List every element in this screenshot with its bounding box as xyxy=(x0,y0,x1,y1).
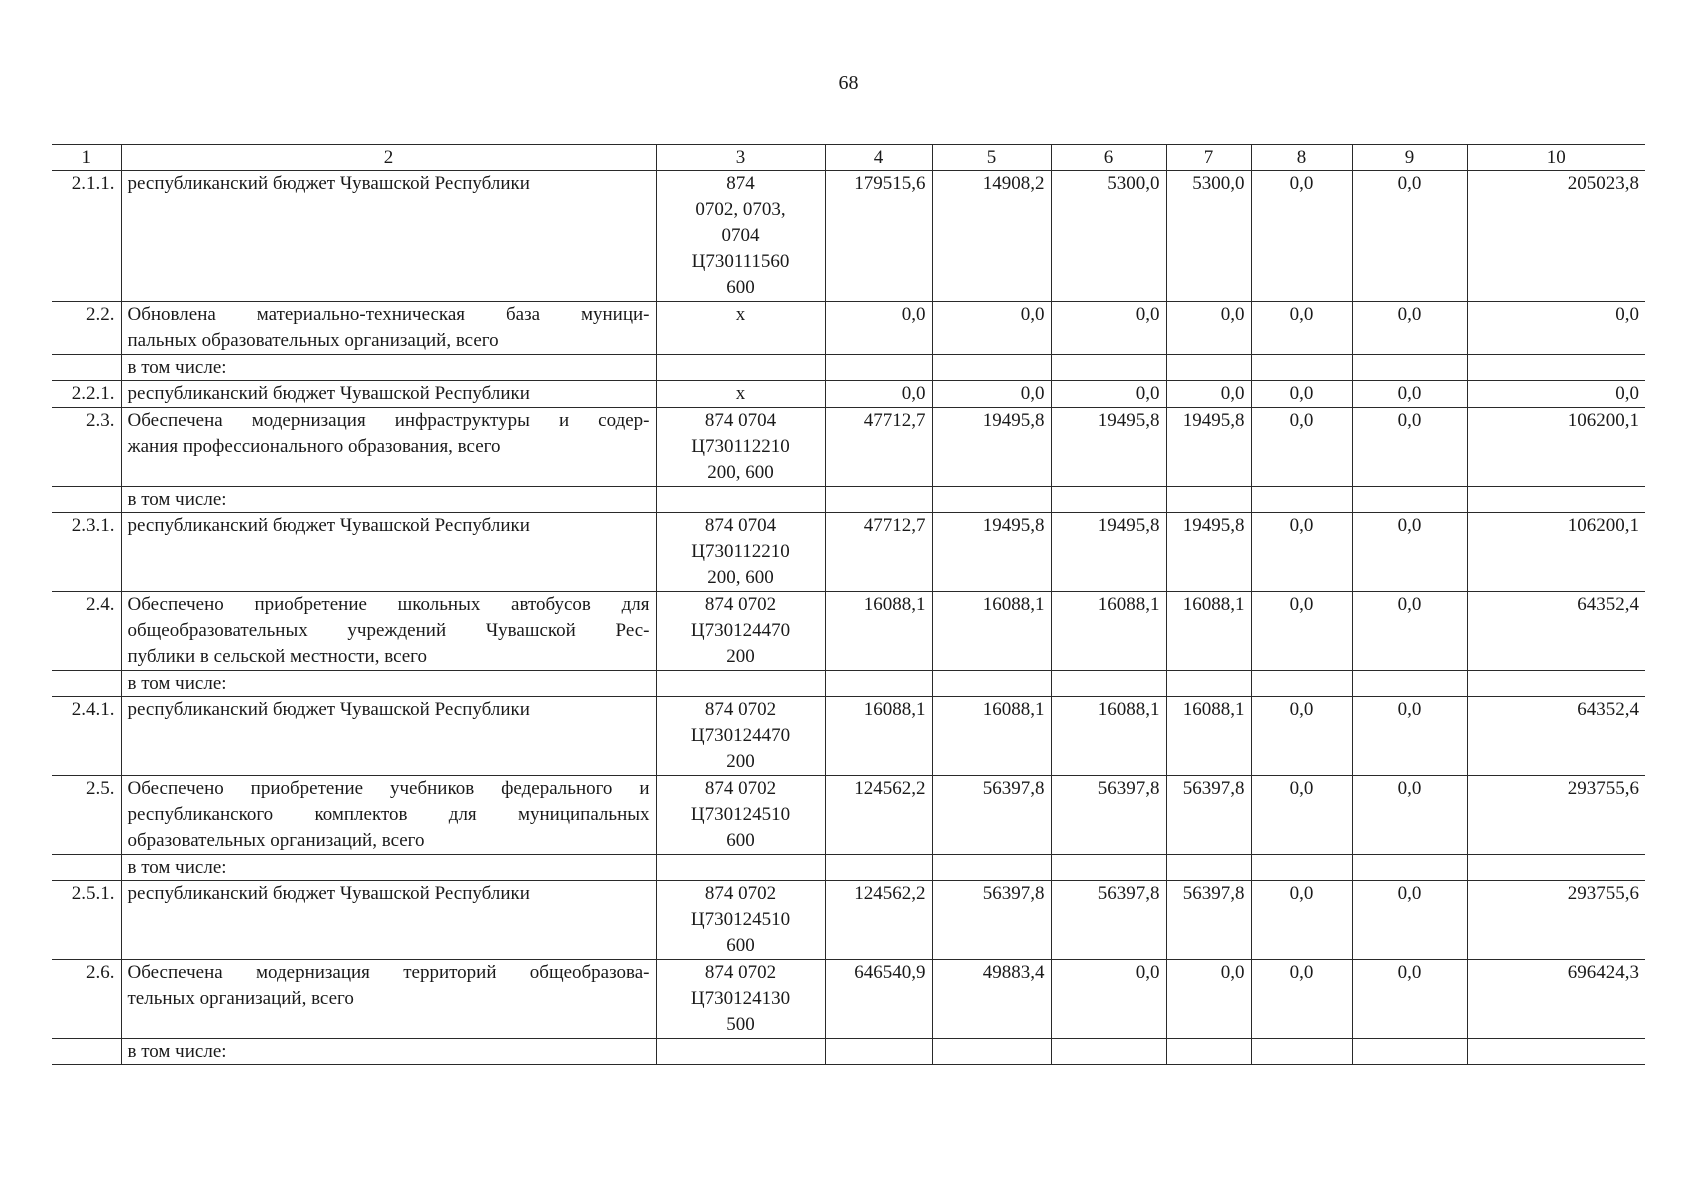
item-name-line: образовательных организаций, всего xyxy=(127,830,425,851)
column-header: 7 xyxy=(1166,145,1251,171)
amount-cell: 56397,8 xyxy=(932,881,1051,960)
budget-code-cell xyxy=(656,776,825,855)
row-number-cell: 2.2. xyxy=(52,302,121,355)
empty-cell xyxy=(1467,855,1645,881)
amount-cell: 0,0 xyxy=(1352,697,1467,776)
table-row xyxy=(52,697,1645,776)
budget-code-line: 874 0702 xyxy=(704,699,777,720)
amount-cell: 0,0 xyxy=(1352,381,1467,408)
amount-cell: 179515,6 xyxy=(825,171,932,302)
amount-cell: 16088,1 xyxy=(825,592,932,671)
subtotal-label-row xyxy=(52,355,1645,381)
empty-cell xyxy=(1467,487,1645,513)
amount-cell: 293755,6 xyxy=(1467,881,1645,960)
amount-cell: 47712,7 xyxy=(825,408,932,487)
budget-code-line: Ц730124510 xyxy=(690,909,791,930)
amount-cell: 19495,8 xyxy=(1166,408,1251,487)
empty-cell xyxy=(656,355,825,381)
empty-cell xyxy=(1166,855,1251,881)
empty-cell xyxy=(1051,855,1166,881)
amount-cell: 16088,1 xyxy=(932,697,1051,776)
amount-cell: 0,0 xyxy=(1352,960,1467,1039)
item-name-line: публики в сельской местности, всего xyxy=(127,646,427,667)
empty-cell xyxy=(1352,487,1467,513)
empty-cell xyxy=(825,855,932,881)
table-row xyxy=(52,513,1645,592)
item-name-line: тельных организаций, всего xyxy=(127,988,354,1009)
in-that-number-label: в том числе: xyxy=(121,855,656,881)
item-name-line: республиканского комплектов для муниципальных xyxy=(127,804,650,825)
amount-cell: 0,0 xyxy=(825,381,932,408)
amount-cell: 0,0 xyxy=(1251,302,1352,355)
column-header: 6 xyxy=(1051,145,1166,171)
budget-code-line: 200 xyxy=(726,751,755,772)
amount-cell: 19495,8 xyxy=(1166,513,1251,592)
budget-code-line: 874 0702 xyxy=(704,883,777,904)
budget-code-line: Ц730112210 xyxy=(691,541,790,562)
item-name-line: Обеспечена модернизация инфраструктуры и содер- xyxy=(127,410,650,431)
row-number-cell: 2.1.1. xyxy=(52,171,121,302)
row-number-cell xyxy=(52,1039,121,1065)
item-name-line: Обновлена материально-техническая база муници- xyxy=(127,304,650,325)
amount-cell: 19495,8 xyxy=(932,513,1051,592)
budget-code-line: х xyxy=(735,304,746,325)
column-header: 1 xyxy=(52,145,121,171)
budget-code-line: 0702, 0703, xyxy=(695,199,786,220)
empty-cell xyxy=(825,1039,932,1065)
table-body xyxy=(52,171,1645,1065)
budget-code-cell xyxy=(656,697,825,776)
table-row xyxy=(52,592,1645,671)
budget-code-line: Ц730124510 xyxy=(690,804,791,825)
empty-cell xyxy=(932,487,1051,513)
empty-cell xyxy=(656,1039,825,1065)
empty-cell xyxy=(1051,487,1166,513)
budget-code-line: 874 xyxy=(726,173,755,194)
column-header: 4 xyxy=(825,145,932,171)
table-row xyxy=(52,881,1645,960)
item-name-line: пальных образовательных организаций, всего xyxy=(127,330,499,351)
in-that-number-label: в том числе: xyxy=(121,355,656,381)
table-row xyxy=(52,381,1645,408)
budget-code-line: 874 0702 xyxy=(704,778,777,799)
amount-cell: 0,0 xyxy=(1352,513,1467,592)
budget-code-line: 200, 600 xyxy=(707,567,774,588)
budget-code-line: Ц730124470 xyxy=(690,620,791,641)
amount-cell: 0,0 xyxy=(1051,960,1166,1039)
item-name-line: Обеспечено приобретение школьных автобусов для xyxy=(127,594,650,615)
budget-code-cell xyxy=(656,592,825,671)
amount-cell: 0,0 xyxy=(1352,776,1467,855)
item-name-line: Обеспечена модернизация территорий общеобразова- xyxy=(127,962,650,983)
amount-cell: 106200,1 xyxy=(1467,513,1645,592)
item-name-line: общеобразовательных учреждений Чувашской Рес- xyxy=(127,620,650,641)
budget-code-line: Ц730124130 xyxy=(690,988,791,1009)
amount-cell: 14908,2 xyxy=(932,171,1051,302)
column-header: 8 xyxy=(1251,145,1352,171)
amount-cell: 19495,8 xyxy=(1051,513,1166,592)
subtotal-label-row xyxy=(52,487,1645,513)
row-number-cell: 2.5.1. xyxy=(52,881,121,960)
budget-table xyxy=(52,144,1645,1065)
amount-cell: 16088,1 xyxy=(825,697,932,776)
amount-cell: 0,0 xyxy=(1251,776,1352,855)
amount-cell: 56397,8 xyxy=(932,776,1051,855)
empty-cell xyxy=(825,671,932,697)
empty-cell xyxy=(1467,1039,1645,1065)
budget-code-cell xyxy=(656,302,825,355)
amount-cell: 56397,8 xyxy=(1051,881,1166,960)
table-row xyxy=(52,960,1645,1039)
item-name-line: жания профессионального образования, всего xyxy=(127,436,501,457)
amount-cell: 0,0 xyxy=(825,302,932,355)
table-row xyxy=(52,408,1645,487)
empty-cell xyxy=(932,1039,1051,1065)
amount-cell: 19495,8 xyxy=(1051,408,1166,487)
table-header-row xyxy=(52,145,1645,171)
item-name-cell xyxy=(121,776,656,855)
row-number-cell xyxy=(52,487,121,513)
budget-code-line: х xyxy=(735,383,746,404)
row-number-cell: 2.6. xyxy=(52,960,121,1039)
amount-cell: 293755,6 xyxy=(1467,776,1645,855)
amount-cell: 0,0 xyxy=(1166,302,1251,355)
amount-cell: 0,0 xyxy=(1251,697,1352,776)
empty-cell xyxy=(1251,1039,1352,1065)
row-number-cell: 2.5. xyxy=(52,776,121,855)
amount-cell: 0,0 xyxy=(1251,960,1352,1039)
item-name-cell xyxy=(121,592,656,671)
table-row xyxy=(52,302,1645,355)
amount-cell: 16088,1 xyxy=(1051,592,1166,671)
empty-cell xyxy=(932,855,1051,881)
amount-cell: 124562,2 xyxy=(825,776,932,855)
amount-cell: 16088,1 xyxy=(1166,592,1251,671)
amount-cell: 19495,8 xyxy=(932,408,1051,487)
amount-cell: 0,0 xyxy=(1251,171,1352,302)
empty-cell xyxy=(1467,355,1645,381)
budget-code-cell xyxy=(656,171,825,302)
empty-cell xyxy=(1251,487,1352,513)
amount-cell: 0,0 xyxy=(1352,881,1467,960)
empty-cell xyxy=(1166,671,1251,697)
amount-cell: 0,0 xyxy=(1352,171,1467,302)
budget-code-line: Ц730124470 xyxy=(690,725,791,746)
amount-cell: 64352,4 xyxy=(1467,592,1645,671)
empty-cell xyxy=(1352,1039,1467,1065)
amount-cell: 56397,8 xyxy=(1166,776,1251,855)
amount-cell: 64352,4 xyxy=(1467,697,1645,776)
amount-cell: 0,0 xyxy=(1166,960,1251,1039)
item-name-cell xyxy=(121,408,656,487)
amount-cell: 56397,8 xyxy=(1166,881,1251,960)
budget-code-line: 874 0704 xyxy=(704,410,777,431)
row-number-cell: 2.3.1. xyxy=(52,513,121,592)
amount-cell: 0,0 xyxy=(1251,408,1352,487)
subtotal-label-row xyxy=(52,671,1645,697)
budget-code-line: 874 0702 xyxy=(704,594,777,615)
budget-code-line: 874 0704 xyxy=(704,515,777,536)
table-row xyxy=(52,776,1645,855)
page-number: 68 xyxy=(838,72,859,94)
amount-cell: 205023,8 xyxy=(1467,171,1645,302)
amount-cell: 124562,2 xyxy=(825,881,932,960)
amount-cell: 0,0 xyxy=(932,381,1051,408)
column-header: 2 xyxy=(121,145,656,171)
budget-code-line: 0704 xyxy=(721,225,760,246)
row-number-cell: 2.4.1. xyxy=(52,697,121,776)
empty-cell xyxy=(1467,671,1645,697)
budget-code-line: 600 xyxy=(726,935,755,956)
amount-cell: 0,0 xyxy=(1251,381,1352,408)
row-number-cell: 2.3. xyxy=(52,408,121,487)
empty-cell xyxy=(1051,1039,1166,1065)
empty-cell xyxy=(656,671,825,697)
amount-cell: 47712,7 xyxy=(825,513,932,592)
item-name-cell: республиканский бюджет Чувашской Республики xyxy=(121,513,656,592)
budget-code-line: Ц730112210 xyxy=(691,436,790,457)
amount-cell: 0,0 xyxy=(1251,513,1352,592)
in-that-number-label: в том числе: xyxy=(121,671,656,697)
amount-cell: 16088,1 xyxy=(1166,697,1251,776)
empty-cell xyxy=(825,487,932,513)
item-name-cell: республиканский бюджет Чувашской Республики xyxy=(121,697,656,776)
empty-cell xyxy=(1166,487,1251,513)
empty-cell xyxy=(825,355,932,381)
amount-cell: 0,0 xyxy=(1166,381,1251,408)
amount-cell: 0,0 xyxy=(1251,592,1352,671)
subtotal-label-row xyxy=(52,1039,1645,1065)
empty-cell xyxy=(1051,355,1166,381)
empty-cell xyxy=(1352,355,1467,381)
budget-code-line: 200, 600 xyxy=(707,462,774,483)
amount-cell: 0,0 xyxy=(1051,302,1166,355)
row-number-cell: 2.4. xyxy=(52,592,121,671)
row-number-cell xyxy=(52,855,121,881)
amount-cell: 106200,1 xyxy=(1467,408,1645,487)
empty-cell xyxy=(1352,855,1467,881)
table-row xyxy=(52,171,1645,302)
amount-cell: 16088,1 xyxy=(932,592,1051,671)
empty-cell xyxy=(932,671,1051,697)
item-name-line: Обеспечено приобретение учебников федерального и xyxy=(127,778,650,799)
budget-code-line: 500 xyxy=(726,1014,755,1035)
empty-cell xyxy=(1051,671,1166,697)
in-that-number-label: в том числе: xyxy=(121,487,656,513)
budget-code-line: 600 xyxy=(726,830,755,851)
empty-cell xyxy=(656,855,825,881)
budget-code-cell xyxy=(656,408,825,487)
budget-code-line: 874 0702 xyxy=(704,962,777,983)
column-header: 3 xyxy=(656,145,825,171)
item-name-cell: республиканский бюджет Чувашской Республики xyxy=(121,171,656,302)
budget-code-cell xyxy=(656,381,825,408)
empty-cell xyxy=(932,355,1051,381)
budget-code-line: Ц730111560 xyxy=(691,251,790,272)
column-header: 10 xyxy=(1467,145,1645,171)
budget-code-line: 200 xyxy=(726,646,755,667)
budget-code-line: 600 xyxy=(726,277,755,298)
amount-cell: 49883,4 xyxy=(932,960,1051,1039)
amount-cell: 5300,0 xyxy=(1166,171,1251,302)
row-number-cell xyxy=(52,671,121,697)
in-that-number-label: в том числе: xyxy=(121,1039,656,1065)
amount-cell: 56397,8 xyxy=(1051,776,1166,855)
budget-code-cell xyxy=(656,881,825,960)
amount-cell: 16088,1 xyxy=(1051,697,1166,776)
empty-cell xyxy=(656,487,825,513)
amount-cell: 0,0 xyxy=(1467,302,1645,355)
item-name-cell xyxy=(121,960,656,1039)
amount-cell: 0,0 xyxy=(1352,302,1467,355)
empty-cell xyxy=(1352,671,1467,697)
row-number-cell xyxy=(52,355,121,381)
empty-cell xyxy=(1251,855,1352,881)
amount-cell: 696424,3 xyxy=(1467,960,1645,1039)
amount-cell: 0,0 xyxy=(1352,408,1467,487)
amount-cell: 5300,0 xyxy=(1051,171,1166,302)
empty-cell xyxy=(1166,1039,1251,1065)
budget-code-cell xyxy=(656,960,825,1039)
item-name-cell: республиканский бюджет Чувашской Республики xyxy=(121,381,656,408)
amount-cell: 646540,9 xyxy=(825,960,932,1039)
amount-cell: 0,0 xyxy=(1051,381,1166,408)
amount-cell: 0,0 xyxy=(932,302,1051,355)
column-header: 5 xyxy=(932,145,1051,171)
row-number-cell: 2.2.1. xyxy=(52,381,121,408)
amount-cell: 0,0 xyxy=(1467,381,1645,408)
empty-cell xyxy=(1251,671,1352,697)
empty-cell xyxy=(1251,355,1352,381)
budget-code-cell xyxy=(656,513,825,592)
column-header: 9 xyxy=(1352,145,1467,171)
amount-cell: 0,0 xyxy=(1352,592,1467,671)
item-name-cell: республиканский бюджет Чувашской Республики xyxy=(121,881,656,960)
item-name-cell xyxy=(121,302,656,355)
subtotal-label-row xyxy=(52,855,1645,881)
amount-cell: 0,0 xyxy=(1251,881,1352,960)
empty-cell xyxy=(1166,355,1251,381)
